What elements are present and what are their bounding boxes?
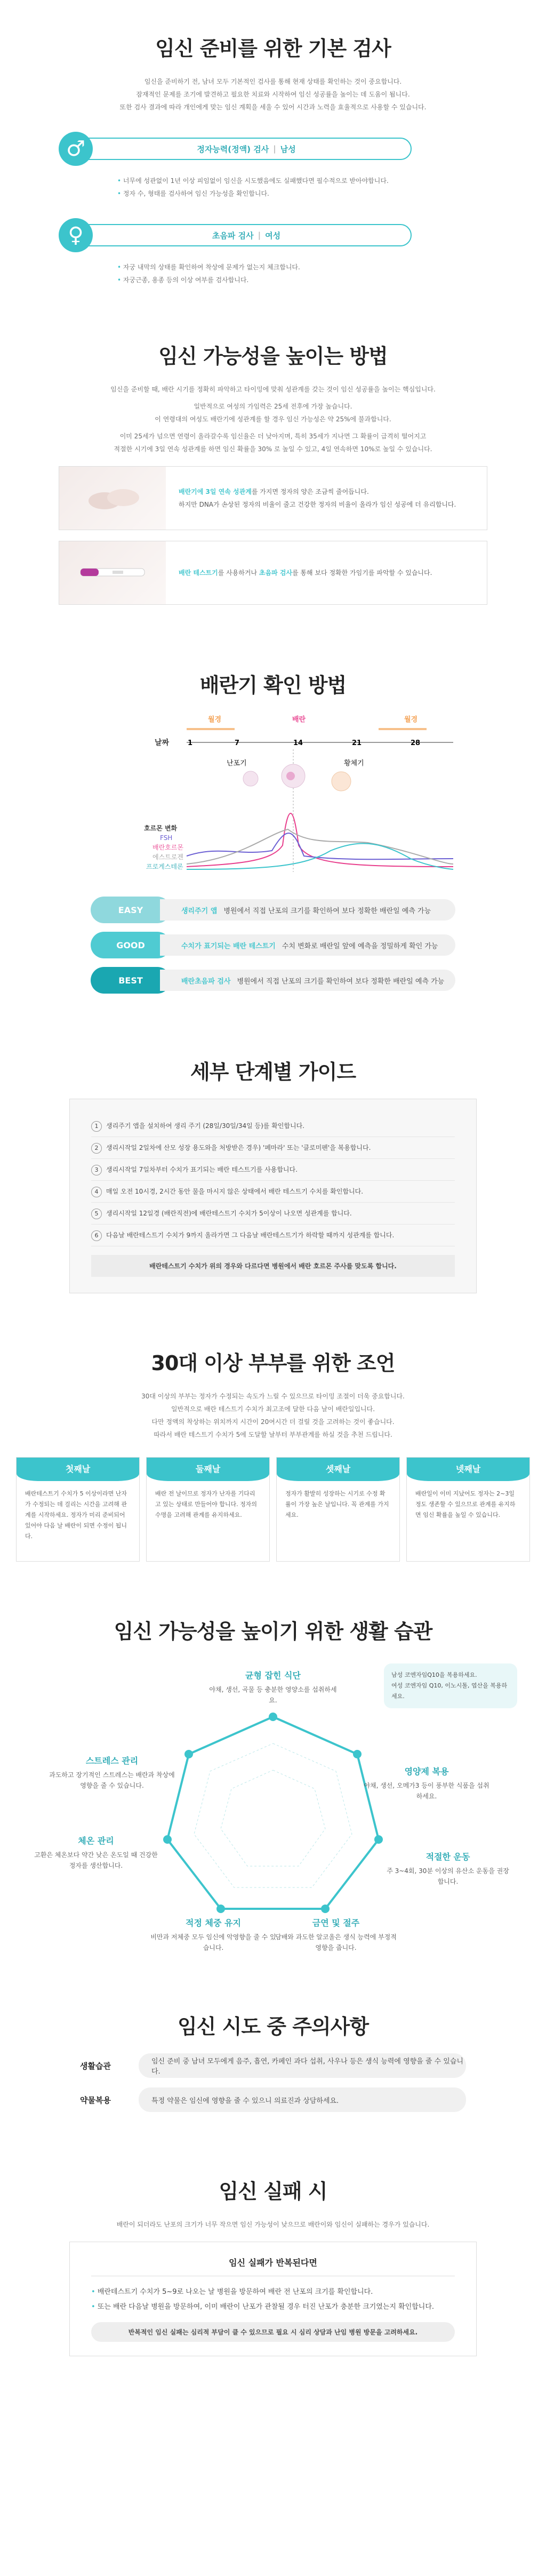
basic-tests-section — [0, 0, 546, 308]
intro-text — [59, 383, 487, 455]
section-title: 임신 준비를 위한 기본 검사 — [155, 37, 391, 60]
callout-line: 남성 코엔자임Q10을 복용하세요. — [391, 1671, 477, 1678]
failure-box-title: 임신 실패가 반복된다면 — [91, 2256, 455, 2276]
phase-label-ovulation: 배란 — [292, 716, 306, 724]
intro-line: 일반적으로 배란 테스트기 수치가 최고조에 달한 다음 날이 배란일입니다. — [171, 1405, 375, 1413]
follicular-phase-label: 난포기 — [227, 759, 247, 767]
phase-label-menses: 월경 — [404, 716, 418, 724]
habit-balanced-diet: 균형 잡힌 식단 야채, 생선, 곡물 등 충분한 영양소를 섭취하세요. — [209, 1670, 337, 1704]
supplement-callout — [384, 1663, 517, 1708]
callout-line: 여성 코엔자임 Q10, 이노시톨, 엽산을 복용하세요. — [391, 1682, 508, 1700]
method-level-best — [91, 967, 455, 994]
ovulation-cycle-diagram — [80, 712, 466, 888]
level-tag: EASY — [91, 897, 171, 923]
lifestyle-heptagon-diagram — [16, 1658, 530, 1957]
highlight-text: 배란기에 3일 연속 성관계 — [179, 488, 252, 495]
box-text: 하지만 DNA가 손상된 정자의 비율이 줄고 건강한 정자의 비율이 올라가 임신 성공에 더 유리합니다. — [179, 501, 456, 508]
intro-line: 이미 25세가 넘으면 연령이 올라갈수록 임신율은 더 낮아지며, 특히 35세가 지나면 그 확률이 급격히 떨어지고 — [119, 433, 427, 440]
feet-image — [59, 467, 166, 530]
lifestyle-section — [0, 1583, 546, 1978]
method-text: 병원에서 직접 난포의 크기를 확인하여 보다 정확한 배란일 예측 가능 — [223, 907, 431, 915]
female-symbol-icon: ♀ — [59, 218, 93, 252]
method-level-easy — [91, 897, 455, 923]
day-card-title: 둘째날 — [147, 1458, 269, 1481]
hormone-legend-lh: 배란호르몬 — [152, 844, 183, 851]
list-item: • 정자 수, 형태를 검사하여 임신 가능성을 확인합니다. — [117, 187, 487, 200]
list-item: • 배란테스트기 수치가 5~9로 나오는 날 병원을 방문하여 배란 전 난포의 크기를 확인합니다. — [91, 2285, 455, 2300]
level-tag: GOOD — [91, 932, 171, 958]
day-tick: 28 — [411, 739, 421, 747]
day-card-text: 배란 전 날이므로 정자가 난자를 기다리고 있는 상태로 만들어야 합니다. 정자의 수명을 고려해 관계를 유지하세요. — [155, 1490, 257, 1518]
hormone-legend-title: 호르몬 변화 — [144, 825, 178, 832]
day-card-title: 넷째날 — [407, 1458, 529, 1481]
day-tick: 14 — [293, 739, 303, 747]
intro-line: 일반적으로 여성의 가임력은 25세 전후에 가장 높습니다. — [194, 403, 352, 410]
habit-weight: 적정 체중 유지 비만과 저체중 모두 임신에 악영향을 줄 수 있습니다. — [150, 1918, 276, 1951]
hormone-legend-fsh: FSH — [160, 834, 173, 842]
intro-text — [59, 75, 487, 114]
intro-line: 임신을 준비하기 전, 남녀 모두 기본적인 검사를 통해 현재 상태를 확인하는 것이 중요합니다. — [144, 78, 402, 85]
caution-item: 생활습관 임신 준비 중 남녀 모두에게 음주, 흡연, 카페인 과다 섭취, 사우나 등은 생식 능력에 영향을 줄 수 있습니다. — [80, 2053, 466, 2078]
info-box-test-kit — [59, 541, 487, 605]
hormone-legend-estrogen: 에스트로겐 — [152, 853, 183, 861]
step-item: 1 생리주기 앱을 설치하여 생리 주기 (28일/30일/34일 등)를 확인합니다. — [91, 1115, 455, 1137]
intro-line: 임신을 준비할 때, 배란 시기를 정확히 파악하고 타이밍에 맞춰 성관계를 갖는 것이 임신 성공률을 높이는 핵심입니다. — [110, 386, 436, 393]
habit-stress: 스트레스 관리 과도하고 장기적인 스트레스는 배란과 착상에 영향을 줄 수 있습니다. — [49, 1756, 175, 1789]
step-guide-box — [69, 1099, 477, 1293]
step-item: 3 생리시작일 7일차부터 수치가 표기되는 배란 테스트기를 사용합니다. — [91, 1159, 455, 1181]
male-test-label: 정자능력(정액) 검사 — [197, 144, 269, 154]
failure-box — [69, 2242, 477, 2356]
day-card-text: 정자가 활발히 성장하는 시기로 수정 확률이 가장 높은 날입니다. 꼭 관계를 가지세요. — [285, 1490, 389, 1518]
female-test-header: ♀ 초음파 검사 | 여성 — [59, 218, 487, 252]
method-title: 생리주기 앱 — [181, 907, 218, 915]
cautions-section — [0, 1978, 546, 2143]
intro-line: 또한 검사 결과에 따라 개인에게 맞는 임신 계획을 세울 수 있어 시간과 노력을 효율적으로 사용할 수 있습니다. — [119, 103, 427, 111]
intro-text — [59, 1390, 487, 1441]
male-test-header: ♂ 정자능력(정액) 검사 | 남성 — [59, 132, 487, 166]
list-item: • 또는 배란 다음날 병원을 방문하여, 이미 배란이 난포가 관찰될 경우 터진 난포가 충분한 크기였는지 확인합니다. — [91, 2300, 455, 2315]
intro-line: 다만 정액의 착상하는 위치까지 시간이 20여시간 더 걸릴 것을 고려하는 것이 좋습니다. — [151, 1418, 395, 1426]
section-title: 임신 실패 시 — [219, 2180, 327, 2203]
cycle-graph — [80, 712, 466, 888]
habit-no-smoking: 금연 및 절주 담배와 과도한 알코올은 생식 능력에 부정적 영향을 줍니다. — [275, 1918, 397, 1951]
failure-note: 반복적인 임신 실패는 심리적 부담이 클 수 있으므로 필요 시 심리 상담과 난임 병원 방문을 고려하세요. — [91, 2322, 455, 2342]
section-title: 배란기 확인 방법 — [199, 674, 347, 697]
day-card-title: 셋째날 — [277, 1458, 399, 1481]
day-card-text: 배란일이 이미 지났어도 정자는 2~3일 정도 생존할 수 있으므로 관계를 유지하면 임신 확률을 높일 수 있습니다. — [415, 1490, 516, 1518]
method-level-good — [91, 932, 455, 958]
day-card — [406, 1457, 530, 1562]
ovulation-check-section — [0, 637, 546, 1023]
habit-body-temp: 체온 관리 고환은 체온보다 약간 낮은 온도일 때 건강한 정자를 생산합니다. — [34, 1836, 158, 1869]
list-item: • 너무에 성관없이 1년 이상 피임없이 임신을 시도했음에도 실패했다면 필수적으로 받아야합니다. — [117, 174, 487, 187]
day-cards — [16, 1457, 530, 1562]
day-card — [276, 1457, 400, 1562]
day-card-title: 첫째날 — [17, 1458, 139, 1481]
female-test-label: 초음파 검사 — [212, 230, 254, 241]
list-item: • 자궁근종, 용종 등의 이상 여부를 검사합니다. — [117, 274, 487, 286]
highlight-text: 배란 테스트기 — [179, 569, 218, 577]
day-tick: 1 — [188, 739, 193, 747]
section-title: 임신 가능성을 높이기 위한 생활 습관 — [114, 1620, 432, 1643]
habit-exercise: 적절한 운동 주 3~4회, 30분 이상의 유산소 운동을 권장합니다. — [387, 1852, 509, 1885]
list-item: • 자궁 내막의 상태를 확인하여 착상에 문제가 없는지 체크합니다. — [117, 261, 487, 274]
section-title: 세부 단계별 가이드 — [190, 1060, 356, 1084]
method-text: 수치 변화로 배란일 앞에 예측을 정밀하게 확인 가능 — [282, 942, 438, 950]
day-card — [16, 1457, 140, 1562]
intro-line: 잠재적인 문제를 조기에 발견하고 필요한 치료와 시작하여 임신 성공률을 높이는 데 도움이 됩니다. — [136, 91, 410, 98]
intro-line: 이 연령대의 여성도 배란기에 성관계를 할 경우 임신 가능성은 약 25%에 불과합니다. — [155, 415, 391, 423]
box-text: 를 가지면 정자의 양은 조금씩 줄어듭니다. — [251, 488, 369, 495]
section-title: 임신 시도 중 주의사항 — [177, 2015, 369, 2038]
section-title: 임신 가능성을 높이는 방법 — [158, 345, 388, 368]
method-title: 배란초음파 검사 — [181, 977, 231, 986]
step-item: 5 생리시작일 12일경 (배란직전)에 배란테스트기 수치가 5이상이 나오면 성관계를 합니다. — [91, 1203, 455, 1225]
intro-line: 30대 이상의 부부는 정자가 수정되는 속도가 느릴 수 있으므로 타이밍 조절이 더욱 중요합니다. — [141, 1393, 405, 1400]
box-text: 를 사용하거나 — [218, 569, 259, 577]
female-test-list — [117, 261, 487, 286]
intro-line: 배란이 되더라도 난포의 크기가 너무 작으면 임신 가능성이 낮으므로 배란이와 임신이 실패하는 경우가 있습니다. — [116, 2221, 430, 2228]
step-item: 6 다음날 배란테스트기 수치가 9까지 올라가면 그 다음날 배란테스트기가 하락할 때까지 성관계를 합니다. — [91, 1225, 455, 1246]
female-label: 여성 — [265, 230, 281, 241]
intro-line: 적절한 시기에 3일 연속 성관계를 하면 임신 확률을 30% 로 높일 수 있고, 4일 연속하면 10%로 높일 수 있습니다. — [114, 445, 432, 453]
day-tick: 21 — [352, 739, 362, 747]
male-test-list — [117, 174, 487, 200]
method-text: 병원에서 직접 난포의 크기를 확인하여 보다 정확한 배란일 예측 가능 — [237, 977, 445, 986]
method-title: 수치가 표기되는 배란 테스트기 — [181, 942, 276, 950]
step-item: 2 생리시작일 2일차에 산모 성장 용도와을 처방받은 경우) '페마라' 또는 '클로미펜'을 복용합니다. — [91, 1137, 455, 1159]
hormone-legend-progesterone: 프로게스테론 — [146, 863, 183, 870]
caution-item: 약물복용 특정 약물은 임신에 영향을 줄 수 있으니 의료진과 상담하세요. — [80, 2087, 466, 2112]
test-kit-image — [59, 541, 166, 604]
box-text: 를 통해 보다 정확한 가임기를 파악할 수 있습니다. — [292, 569, 432, 577]
luteal-phase-label: 황체기 — [344, 759, 364, 767]
habit-supplements: 영양제 복용 야채, 생선, 오메가3 등이 풍부한 식품을 섭취하세요. — [364, 1766, 489, 1800]
male-label: 남성 — [280, 144, 296, 154]
pregnancy-failure-section — [0, 2143, 546, 2399]
advice-30s-section — [0, 1315, 546, 1583]
step-guide-section — [0, 1023, 546, 1315]
days-label: 날짜 — [155, 739, 170, 747]
day-card-text: 배란테스트기 수치가 5 이상이라면 난자가 수정되는 데 걸리는 시간을 고려해 관계를 시작하세요. 정자가 미리 준비되어 있어야 다음 날 배란이 되면 수정이 됩니다. — [25, 1490, 127, 1540]
day-card — [146, 1457, 270, 1562]
highlight-text: 초음파 검사 — [259, 569, 293, 577]
fertility-methods-section — [0, 308, 546, 637]
day-tick: 7 — [235, 739, 240, 747]
step-item: 4 매일 오전 10시경, 2시간 동안 물을 마시지 않은 상태에서 배란 테스트기 수치를 확인합니다. — [91, 1181, 455, 1203]
guide-note: 배란테스트기 수치가 위의 경우와 다르다면 병원에서 배란 호르몬 주사를 맞도록 합니다. — [91, 1255, 455, 1277]
phase-label-menses: 월경 — [208, 716, 222, 724]
section-title: 30대 이상 부부를 위한 조언 — [151, 1351, 395, 1375]
info-box-timing — [59, 466, 487, 530]
level-tag: BEST — [91, 967, 171, 994]
intro-line: 따라서 배란 테스트기 수치가 5에 도달할 날부터 부부관계를 하실 것을 추천 드립니다. — [154, 1431, 392, 1438]
male-symbol-icon: ♂ — [59, 132, 93, 166]
